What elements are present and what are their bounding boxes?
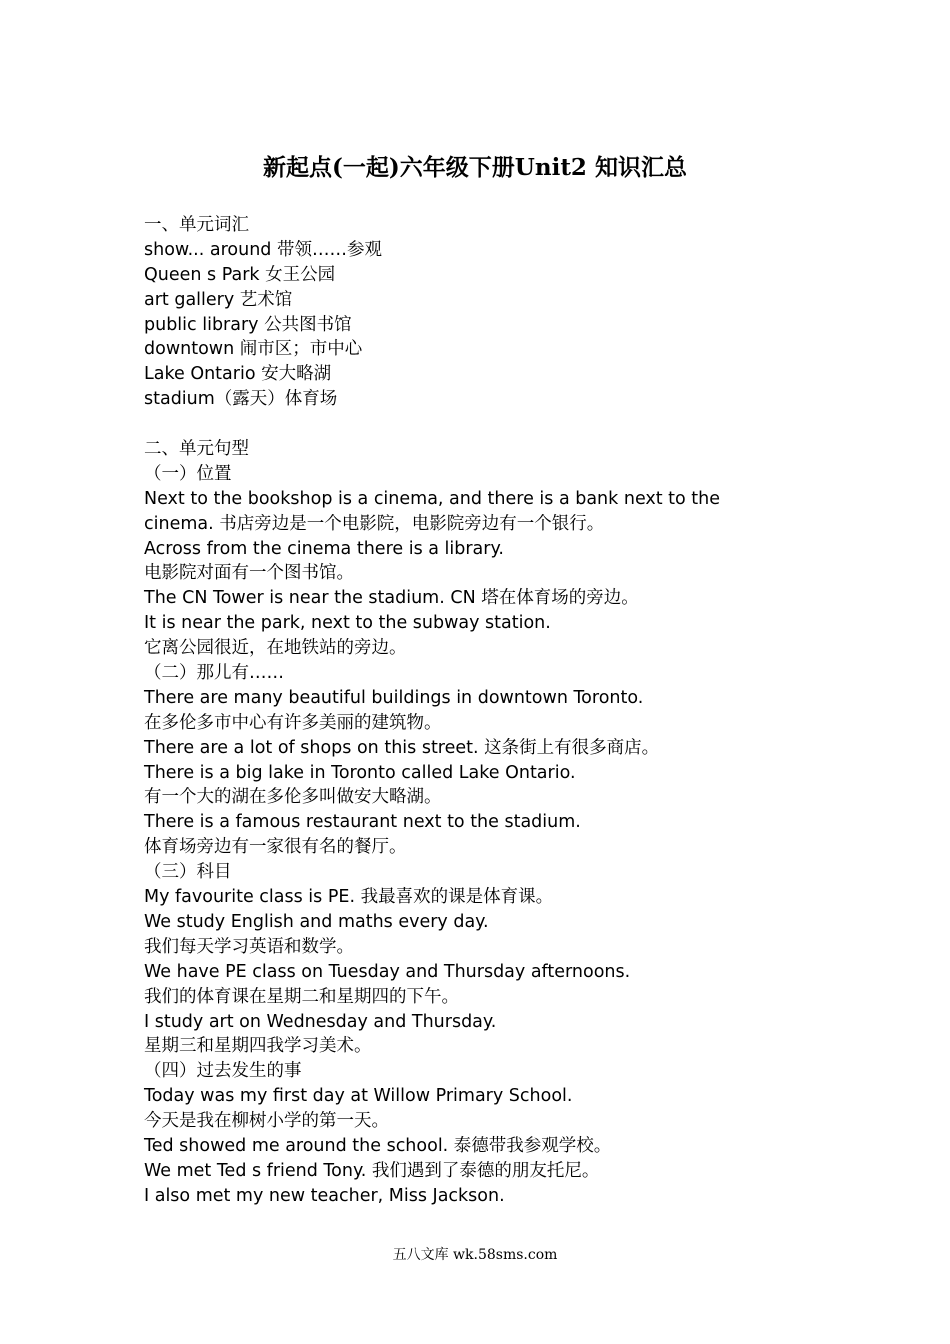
sentence-line: The CN Tower is near the stadium. CN 塔在体育场的旁边。	[144, 588, 639, 609]
sentence-line: 在多伦多市中心有许多美丽的建筑物。	[144, 712, 442, 733]
page-footer: 五八文库 wk.58sms.com	[392, 1247, 558, 1263]
sentence-line: 星期三和星期四我学习美术。	[144, 1036, 372, 1057]
sentence-line: We have PE class on Tuesday and Thursday afternoons.	[144, 961, 631, 982]
sentence-line: Today was my first day at Willow Primary School.	[144, 1086, 573, 1107]
subsection-heading-there-is: （二）那儿有……	[144, 663, 284, 684]
vocabulary-line: stadium（露天）体育场	[144, 389, 338, 410]
sentence-line: cinema. 书店旁边是一个电影院，电影院旁边有一个银行。	[144, 513, 605, 534]
sentence-line: There is a big lake in Toronto called Lake Ontario.	[144, 762, 576, 783]
subsection-heading-subjects: （三）科目	[144, 862, 232, 883]
vocabulary-line: downtown 闹市区；市中心	[144, 339, 363, 360]
sentence-line: 它离公园很近，在地铁站的旁边。	[144, 638, 407, 659]
sentence-line: 有一个大的湖在多伦多叫做安大略湖。	[144, 787, 442, 808]
sentence-line: We study English and maths every day.	[144, 911, 489, 932]
sentence-line: There are a lot of shops on this street. 这条街上有很多商店。	[144, 737, 660, 758]
sentence-line: We met Ted s friend Tony. 我们遇到了泰德的朋友托尼。	[144, 1160, 600, 1181]
vocabulary-line: show... around 带领……参观	[144, 239, 382, 260]
document-body	[144, 213, 924, 1209]
sentence-line: 今天是我在柳树小学的第一天。	[144, 1111, 389, 1132]
vocabulary-line: Lake Ontario 安大略湖	[144, 364, 332, 385]
vocabulary-line: art gallery 艺术馆	[144, 289, 293, 310]
sentence-line: Ted showed me around the school. 泰德带我参观学校。	[144, 1135, 612, 1156]
sentence-line: There are many beautiful buildings in downtown Toronto.	[144, 687, 644, 708]
sentence-line: It is near the park, next to the subway station.	[144, 613, 551, 634]
sentence-line: 体育场旁边有一家很有名的餐厅。	[144, 837, 407, 858]
vocabulary-line: public library 公共图书馆	[144, 314, 352, 335]
sentence-line: There is a famous restaurant next to the stadium.	[144, 812, 581, 833]
sentence-line: Across from the cinema there is a library.	[144, 538, 504, 559]
sentence-line: 我们每天学习英语和数学。	[144, 936, 354, 957]
section-heading-sentences: 二、单元句型	[144, 439, 249, 460]
subsection-heading-position: （一）位置	[144, 463, 232, 484]
sentence-line: My favourite class is PE. 我最喜欢的课是体育课。	[144, 887, 554, 908]
blank-line	[144, 412, 924, 437]
vocabulary-line: Queen s Park 女王公园	[144, 264, 336, 285]
document-title: 新起点(一起)六年级下册Unit2 知识汇总	[263, 154, 687, 181]
subsection-heading-past-events: （四）过去发生的事	[144, 1061, 302, 1082]
sentence-line: I also met my new teacher, Miss Jackson.	[144, 1185, 505, 1206]
sentence-line: 我们的体育课在星期二和星期四的下午。	[144, 986, 459, 1007]
section-heading-vocabulary: 一、单元词汇	[144, 215, 249, 235]
sentence-line: 电影院对面有一个图书馆。	[144, 563, 354, 584]
sentence-line: Next to the bookshop is a cinema, and there is a bank next to the	[144, 488, 721, 509]
sentence-line: I study art on Wednesday and Thursday.	[144, 1011, 497, 1032]
